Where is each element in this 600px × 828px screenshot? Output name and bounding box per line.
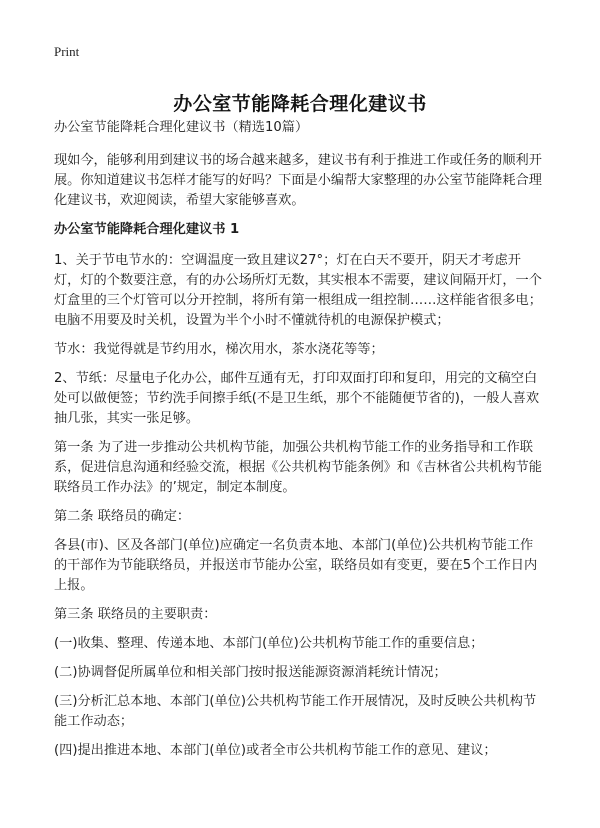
document-body: [54, 118, 546, 770]
paragraph-article-1: 第一条 为了进一步推动公共机构节能，加强公共机构节能工作的业务指导和工作联系，促进信息沟通和经验交流，根据《公共机构节能条例》和《吉林省公共机构节能联络员工作办法》的’规定，制定本制度。: [54, 440, 542, 495]
paragraph-duty-1: (一)收集、整理、传递本地、本部门(单位)公共机构节能工作的重要信息；: [54, 636, 484, 651]
paragraph-liaison-appointment: 各县(市)、区及各部门(单位)应确定一名负责本地、本部门(单位)公共机构节能工作的干部作为节能联络员，并报送市节能办公室，联络员如有变更，要在5个工作日内上报。: [54, 538, 538, 593]
print-link[interactable]: Print: [54, 44, 80, 59]
document-subtitle: 办公室节能降耗合理化建议书（精选10篇）: [54, 120, 309, 135]
paragraph-water-saving: 节水：我觉得就是节约用水，梯次用水，茶水浇花等等；: [54, 342, 384, 357]
paragraph-duty-4: (四)提出推进本地、本部门(单位)或者全市公共机构节能工作的意见、建议；: [54, 743, 497, 758]
paragraph-article-3: 第三条 联络员的主要职责：: [54, 607, 217, 622]
paragraph-duty-2: (二)协调督促所属单位和相关部门按时报送能源资源消耗统计情况；: [54, 665, 447, 680]
paragraph-energy-water: 1、关于节电节水的：空调温度一致且建议27°；灯在白天不要开，阴天才考虑开灯，灯的个数要注意，有的办公场所灯无数，其实根本不需要，建议间隔开灯，一个灯盒里的三个灯管可以分开控制，将所有第一根组成一组控制……这样能省很多电；电脑不用要及时关机，设置为半个小时不懂就待机的电源保护模式；: [54, 253, 542, 328]
paragraph-article-2: 第二条 联络员的确定：: [54, 509, 191, 524]
section-heading: 办公室节能降耗合理化建议书 1: [54, 222, 240, 237]
intro-paragraph: 现如今，能够利用到建议书的场合越来越多，建议书有利于推进工作或任务的顺利开展。你知道建议书怎样才能写的好吗？下面是小编帮大家整理的办公室节能降耗合理化建议书，欢迎阅读，希望大家能够喜欢。: [54, 153, 542, 208]
paragraph-duty-3: (三)分析汇总本地、本部门(单位)公共机构节能工作开展情况，及时反映公共机构节能工作动态；: [54, 694, 537, 729]
paragraph-paper-saving: 2、节纸：尽量电子化办公，邮件互通有无，打印双面打印和复印，用完的文稿空白处可以做便签；节约洗手间擦手纸(不是卫生纸，那个不能随便节省的)，一般人喜欢抽几张，其实一张足够。: [54, 371, 540, 426]
document-title: 办公室节能降耗合理化建议书: [173, 92, 427, 115]
